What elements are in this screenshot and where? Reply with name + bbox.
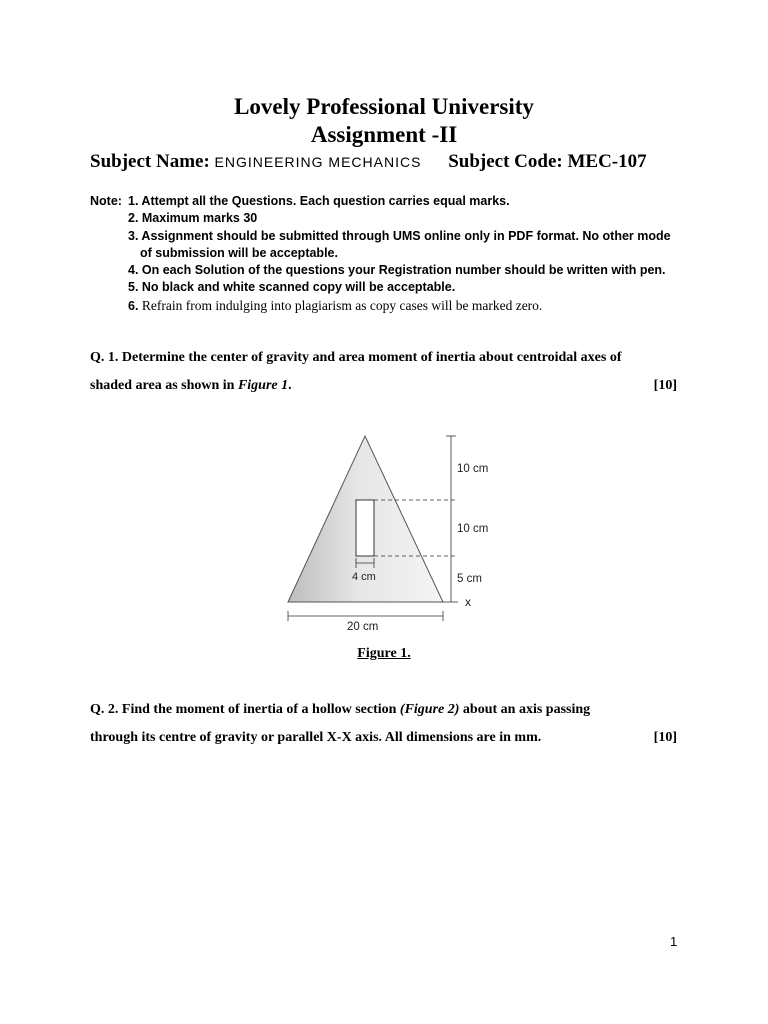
- question-1-marks: [10]: [653, 378, 677, 393]
- subject-name: ENGINEERING MECHANICS: [214, 154, 422, 170]
- note-item: Refrain from indulging into plagiarism as copy cases will be marked zero.: [141, 297, 543, 313]
- subject-code: MEC-107: [567, 151, 647, 172]
- question-1: [90, 344, 677, 400]
- dim-bottom-label: 5 cm: [457, 573, 482, 585]
- university-title: Lovely Professional University: [234, 94, 534, 119]
- base-width-label: 20 cm: [347, 621, 379, 633]
- note-item-number: 6.: [128, 298, 139, 313]
- notes-block: [90, 193, 671, 315]
- dim-middle-label: 10 cm: [457, 523, 489, 535]
- question-2-line-1: Q. 2. Find the moment of inertia of a hollow section (Figure 2) about an axis passing: [90, 702, 591, 717]
- question-1-line-2: shaded area as shown in Figure 1.: [90, 378, 292, 393]
- note-item: 2. Maximum marks 30: [128, 211, 258, 226]
- note-item: 4. On each Solution of the questions your Registration number should be written with pen.: [128, 263, 666, 278]
- question-2-line-2: through its centre of gravity or parallel X-X axis. All dimensions are in mm.: [90, 730, 542, 745]
- figure-1-drawing: [280, 428, 510, 638]
- figure-1-reference: Figure 1: [237, 378, 289, 393]
- note-item: 3. Assignment should be submitted through UMS online only in PDF format. No other mode: [128, 228, 671, 243]
- figure-1: [280, 428, 510, 638]
- notes-label: Note:: [90, 194, 122, 208]
- page-number: 1: [670, 934, 678, 949]
- question-1-line-1: Q. 1. Determine the center of gravity and area moment of inertia about centroidal axes of: [90, 350, 622, 365]
- dim-top-label: 10 cm: [457, 463, 489, 475]
- note-item: 1. Attempt all the Questions. Each question carries equal marks.: [128, 194, 510, 208]
- question-2-marks: [10]: [653, 730, 677, 745]
- subject-code-label: Subject Code:: [448, 151, 563, 172]
- figure-2-reference: (Figure 2): [399, 702, 460, 717]
- assignment-title: Assignment -II: [310, 122, 458, 147]
- note-item: 5. No black and white scanned copy will be acceptable.: [128, 280, 456, 295]
- hole-width-label: 4 cm: [352, 571, 376, 583]
- note-item: of submission will be acceptable.: [140, 245, 338, 260]
- subject-name-label: Subject Name:: [90, 151, 210, 172]
- question-2: [90, 696, 677, 752]
- rectangular-hole: [356, 500, 374, 556]
- x-axis-label: x: [465, 595, 471, 609]
- subject-line: [90, 151, 647, 173]
- figure-1-caption: Figure 1.: [357, 646, 411, 661]
